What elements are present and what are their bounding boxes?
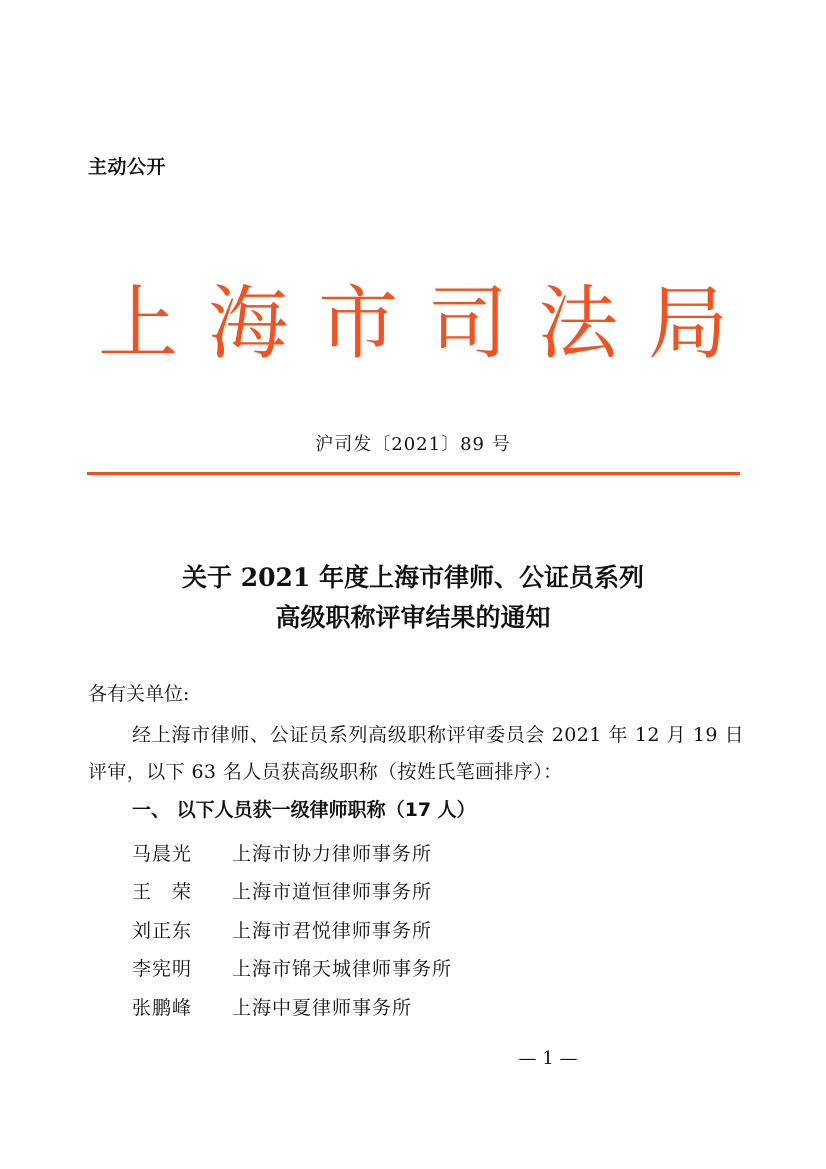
publicity-label: 主动公开	[88, 156, 167, 178]
page-number: — 1 —	[518, 1048, 578, 1069]
person-name: 张鹏峰	[132, 996, 193, 1019]
document-title	[0, 558, 826, 638]
list-item	[132, 949, 692, 988]
law-firm: 上海市协力律师事务所	[232, 842, 433, 865]
person-name: 刘正东	[132, 919, 193, 942]
person-name: 王 荣	[132, 881, 193, 904]
section-heading: 一、 以下人员获一级律师职称（17 人）	[132, 799, 476, 821]
document-number: 沪司发〔2021〕89 号	[315, 434, 511, 455]
law-firm: 上海市道恒律师事务所	[232, 881, 433, 904]
list-item	[132, 910, 692, 949]
person-name: 李宪明	[132, 958, 193, 981]
red-divider-line	[87, 472, 740, 475]
list-item	[132, 872, 692, 911]
list-item	[132, 833, 692, 872]
law-firm: 上海市君悦律师事务所	[232, 919, 433, 942]
person-name: 马晨光	[132, 842, 193, 865]
issuer-header: 上海市司法局	[98, 277, 758, 370]
law-firm: 上海中夏律师事务所	[232, 996, 413, 1019]
salutation: 各有关单位:	[88, 683, 190, 705]
body-paragraph: 经上海市律师、公证员系列高级职称评审委员会 2021 年 12 月 19 日评审，以下 63 名人员获高级职称（按姓氏笔画排序）：	[88, 724, 744, 783]
law-firm: 上海市锦天城律师事务所	[232, 958, 453, 981]
title-line-2: 高级职称评审结果的通知	[275, 603, 551, 632]
list-item	[132, 987, 692, 1026]
title-line-1: 关于 2021 年度上海市律师、公证员系列	[182, 563, 644, 592]
recipient-list	[132, 833, 692, 1026]
